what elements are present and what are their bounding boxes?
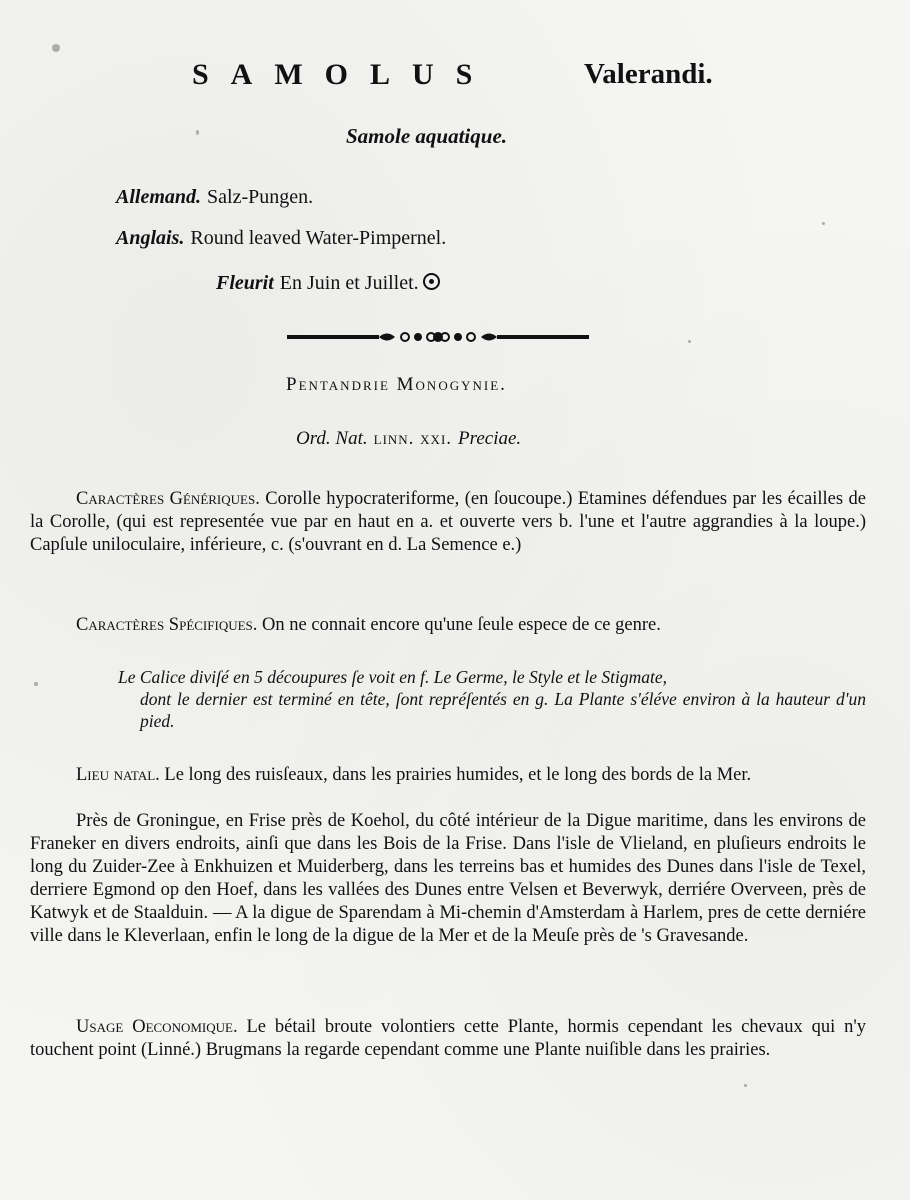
ord-linn: linn. xxi. [373, 428, 453, 449]
economic-use-paragraph [30, 1016, 866, 1062]
paper-speck [744, 1084, 747, 1087]
species-title: Valerandi. [584, 58, 713, 90]
plant-description-first-line: Le Calice diviſé en 5 découpures ſe voit en f. Le Germe, le Style et le Stigmate, [118, 667, 667, 687]
habitat-label: Lieu natal. [76, 765, 160, 785]
specific-characters-label: Caractères Spécifiques. [76, 615, 258, 635]
ord-name: Preciae. [458, 428, 522, 449]
ornament-divider [287, 328, 589, 348]
plant-description-paragraph [118, 666, 866, 732]
flowering-line [216, 272, 440, 295]
habitat-paragraph [30, 764, 866, 787]
english-label: Anglais. [116, 227, 185, 249]
natural-order [296, 428, 521, 450]
economic-use-text: Le bétail broute volontiers cette Plante, hormis cependant les chevaux qui n'y touchent point (Linné.) Brugmans la regarde cependant comme une Plante nuiſible dans les prairies. [30, 1017, 867, 1060]
german-name-line [116, 186, 313, 209]
paper-speck [196, 130, 199, 135]
specific-characters-text: On ne connait encore qu'une ſeule espece de ce genre. [262, 615, 661, 635]
localities-text: Près de Groningue, en Frise près de Koehol, du côté intérieur de la Digue maritime, dans les environs de Franeker en divers endroits, ainſi que dans les Bois de la Frise. Dans l'isle de Vlieland, en pluſieurs endroits le long du Zuider-Zee à Enkhuizen et Muiderberg, dans les terreins bas et humides des Dunes dans l'isle de Texel, derriere Egmond op den Hoef, dans les vallées des Dunes entre Velsen et Beverwyk, derriére Overveen, près de Katwyk et de Staalduin. — A la digue de Sparendam à Mi-chemin d'Amsterdam à Harlem, pres de cette derniére ville dans le Kleverlaan, enfin le long de la digue de la Mer et de la Meuſe près de 's Gravesande. [30, 811, 866, 946]
flowering-period: En Juin et Juillet. [279, 272, 419, 294]
ord-prefix: Ord. Nat. [296, 428, 368, 449]
linnaean-class: Pentandrie Monogynie. [286, 374, 507, 395]
generic-characters-label: Caractères Génériques. [76, 489, 260, 509]
french-name: Samole aquatique. [346, 124, 508, 148]
perennial-symbol-icon [423, 273, 440, 290]
flowering-label: Fleurit [216, 272, 274, 294]
genus-title: SAMOLUS [192, 58, 495, 91]
german-label: Allemand. [116, 186, 202, 208]
specific-characters-paragraph [76, 614, 866, 637]
plant-description-rest: dont le dernier est terminé en tête, ſont repréſentés en g. La Plante s'éléve environ à la hauteur d'un pied. [140, 689, 866, 731]
paper-speck [822, 222, 825, 225]
english-name: Round leaved Water-Pimpernel. [190, 227, 447, 249]
paper-speck [52, 44, 60, 52]
habitat-text: Le long des ruisſeaux, dans les prairies humides, et le long des bords de la Mer. [164, 765, 752, 785]
german-name: Salz-Pungen. [207, 186, 314, 208]
localities-paragraph [30, 810, 866, 948]
generic-characters-paragraph [30, 488, 866, 557]
economic-use-label: Usage Oeconomique. [76, 1017, 238, 1037]
paper-speck [34, 682, 38, 686]
generic-characters-text: Corolle hypocrateriforme, (en ſoucoupe.) Etamines défendues par les écailles de la Corolle, (qui est representée vue par en haut en a. et ouverte vers b. l'une et l'autre aggrandies à la loupe.) Capſule uniloculaire, inférieure, c. (s'ouvrant en d. La Semence e.) [30, 489, 866, 555]
english-name-line [116, 227, 446, 250]
paper-speck [688, 340, 691, 343]
